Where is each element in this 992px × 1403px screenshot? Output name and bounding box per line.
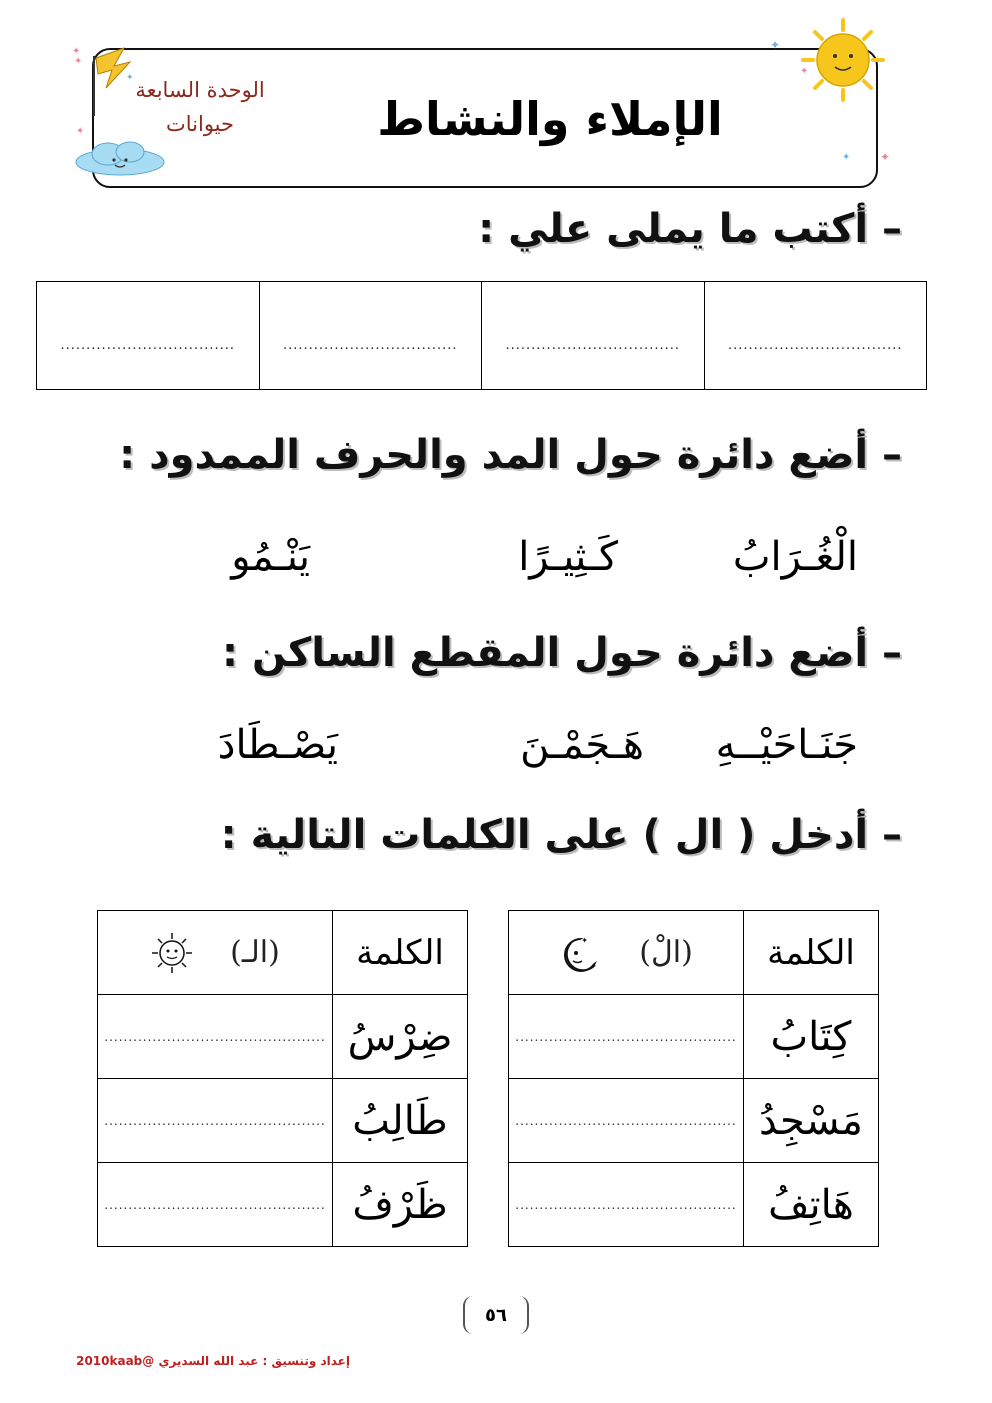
column-header-al [509, 911, 744, 995]
section-heading-long-vowel: – أضع دائرة حول المد والحرف الممدود : [119, 432, 902, 478]
svg-text:✦: ✦ [126, 73, 134, 83]
answer-cell[interactable]: .............................................. [98, 1079, 333, 1163]
dictation-answer-cell[interactable]: .................................. [704, 282, 927, 389]
al-label: (الـ) [230, 935, 280, 970]
cloud-icon [70, 138, 170, 178]
star-icon: ✦ [770, 38, 781, 52]
closed-syllable-words [90, 722, 890, 792]
section-heading-closed-syllable: – أضع دائرة حول المقطع الساكن : [222, 630, 902, 676]
dictation-answer-cell[interactable]: .................................. [481, 282, 704, 389]
svg-text:✦: ✦ [581, 935, 590, 945]
word-item[interactable]: جَنَـاحَيْــهِ [715, 722, 858, 768]
word-cell: طَالِبُ [333, 1079, 468, 1163]
lightning-flag-icon [66, 36, 146, 116]
unit-topic: حيوانات [165, 112, 234, 136]
word-cell: كِتَابُ [744, 995, 879, 1079]
moon-letters-table [508, 910, 879, 1247]
footer-credit: إعداد وتنسيق : عبد الله السديري @2010kaab [76, 1354, 350, 1368]
word-cell: هَاتِفُ [744, 1163, 879, 1247]
word-item[interactable]: الْغُـرَابُ [732, 534, 858, 580]
word-item[interactable]: يَنْـمُو [231, 534, 310, 580]
star-icon: ✦ [800, 66, 809, 77]
long-vowel-words [90, 534, 890, 604]
svg-text:✦: ✦ [72, 46, 81, 57]
sun-icon [150, 931, 194, 975]
word-item[interactable]: يَصْـطَادَ [217, 722, 338, 768]
table-header-row [509, 911, 879, 995]
star-icon: ✦ [842, 152, 851, 163]
star-icon: ✦ [74, 56, 83, 67]
answer-cell[interactable]: .............................................. [509, 1163, 744, 1247]
sun-letters-table [97, 910, 468, 1247]
sun-icon [788, 16, 898, 106]
dictation-answer-cell[interactable]: .................................. [60, 338, 235, 353]
answer-cell[interactable]: .............................................. [509, 1079, 744, 1163]
dictation-answer-cell[interactable]: .................................. [259, 282, 482, 389]
table-row [509, 1079, 879, 1163]
star-icon: ✦ [76, 126, 85, 137]
answer-cell[interactable]: .............................................. [98, 995, 333, 1079]
dictation-table [36, 281, 927, 390]
column-header-word: الكلمة [333, 911, 468, 995]
answer-cell[interactable]: .............................................. [509, 995, 744, 1079]
table-row [509, 995, 879, 1079]
unit-title: الوحدة السابعة [135, 78, 265, 102]
table-row [98, 995, 468, 1079]
moon-icon [559, 931, 603, 975]
table-row [509, 1163, 879, 1247]
table-row [98, 1163, 468, 1247]
column-header-word: الكلمة [744, 911, 879, 995]
column-header-al [98, 911, 333, 995]
star-icon: ✦ [880, 150, 891, 164]
table-header-row [98, 911, 468, 995]
page-title: الإملاء والنشاط [377, 92, 723, 146]
word-item[interactable]: كَـثِيـرًا [518, 534, 618, 580]
section-heading-add-al: – أدخل ( ال ) على الكلمات التالية : [220, 812, 902, 858]
word-item[interactable]: هَـجَمْـنَ [520, 722, 644, 768]
answer-cell[interactable]: .............................................. [98, 1163, 333, 1247]
word-cell: مَسْجِدُ [744, 1079, 879, 1163]
page-number: ٥٦ [463, 1296, 529, 1334]
table-row [98, 1079, 468, 1163]
section-heading-dictation: – أكتب ما يملى علي : [478, 206, 902, 252]
word-cell: ظَرْفُ [333, 1163, 468, 1247]
al-label: (الْ) [639, 935, 693, 970]
word-cell: ضِرْسُ [333, 995, 468, 1079]
